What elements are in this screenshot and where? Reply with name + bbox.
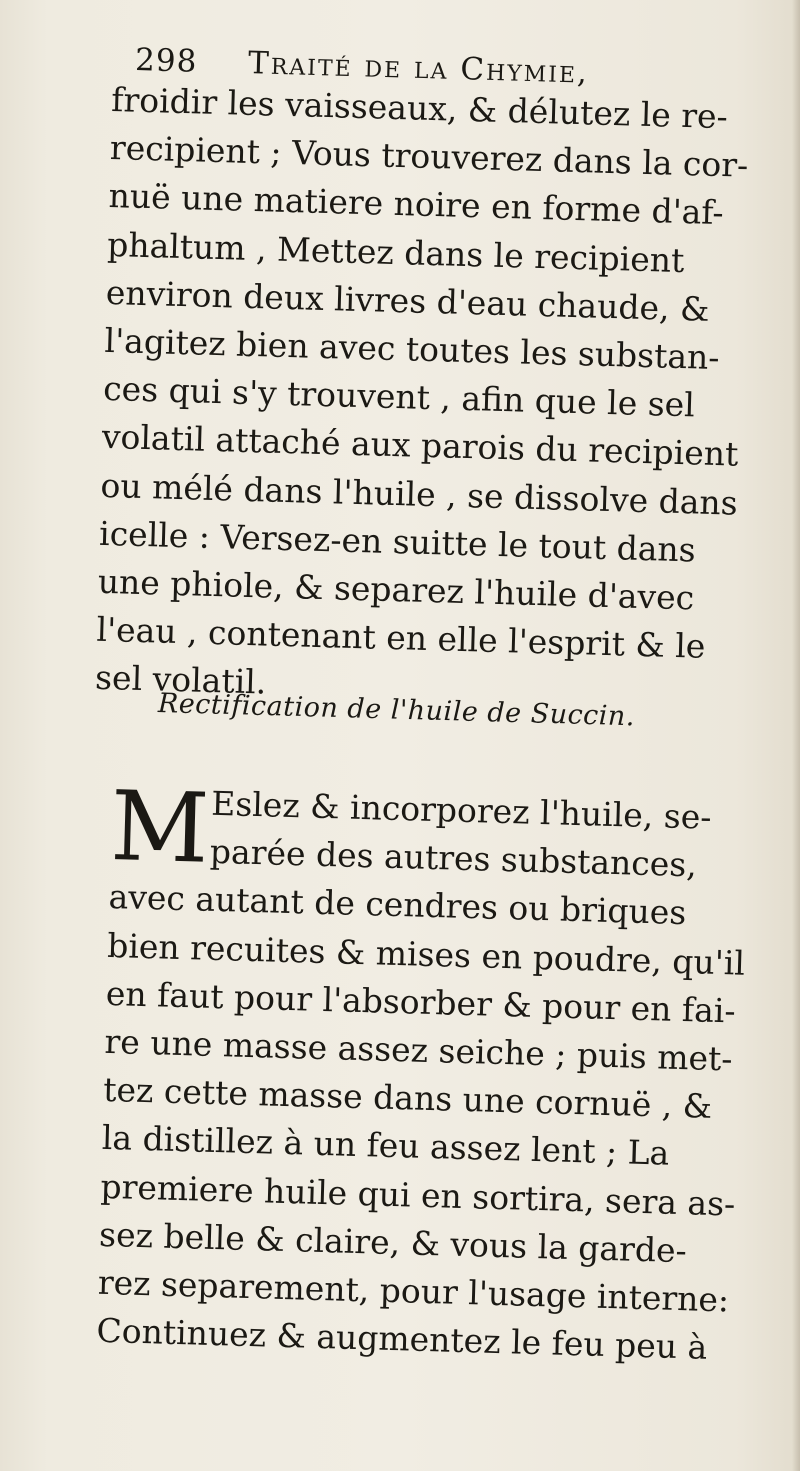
text-line: re une masse assez seiche ; puis met- [104,1021,734,1079]
text-line: une phiole, & separez l'huile d'avec [97,561,695,618]
page-number: 298 [134,42,198,80]
paragraph-1 [95,76,782,721]
text-line: l'agitez bien avec toutes les substan- [104,320,721,378]
text-line: Eslez & incorporez l'huile, se- [210,783,712,837]
text-line: avec autant de cendres ou briques [108,877,687,933]
text-line: parée des autres substances, [209,831,698,885]
text-line: volatil attaché aux parois du recipient [101,417,739,475]
text-line: Continuez & augmentez le feu peu à [95,1311,708,1368]
text-line: premiere huile qui en sortira, sera as- [100,1166,736,1224]
section-heading: Rectification de l'huile de Succin. [157,688,636,733]
text-line: la distillez à un feu assez lent ; La [101,1118,670,1174]
text-line: froidir les vaisseaux, & délutez le re- [110,79,729,137]
text-line: recipient ; Vous trouverez dans la cor- [109,128,749,185]
page-edge-shadow [792,0,800,1471]
text-line: l'eau , contenant en elle l'esprit & le [95,610,706,667]
drop-cap: M [109,770,211,885]
text-line: ces qui s'y trouvent , afin que le sel [102,369,696,425]
text-line: rez separement, pour l'usage interne: [97,1262,730,1320]
running-title: Traité de la Chymie, [247,45,590,91]
text-line: ou mélé dans l'huile , se dissolve dans [100,465,739,523]
text-line: en faut pour l'absorber & pour en fai- [105,973,737,1031]
text-line: environ deux livres d'eau chaude, & [105,272,710,329]
paragraph-2 [95,770,782,1374]
text-line: nuë une matiere noire en forme d'af- [108,176,725,233]
text-line: phaltum , Mettez dans le recipient [106,224,685,280]
text-line: tez cette masse dans une cornuë , & [102,1070,713,1127]
text-line: icelle : Versez-en suitte le tout dans [98,513,697,570]
text-line: sez belle & claire, & vous la garde- [98,1214,688,1271]
text-line: sel volatil. [94,658,267,702]
text-line: bien recuites & mises en poudre, qu'il [106,925,746,983]
